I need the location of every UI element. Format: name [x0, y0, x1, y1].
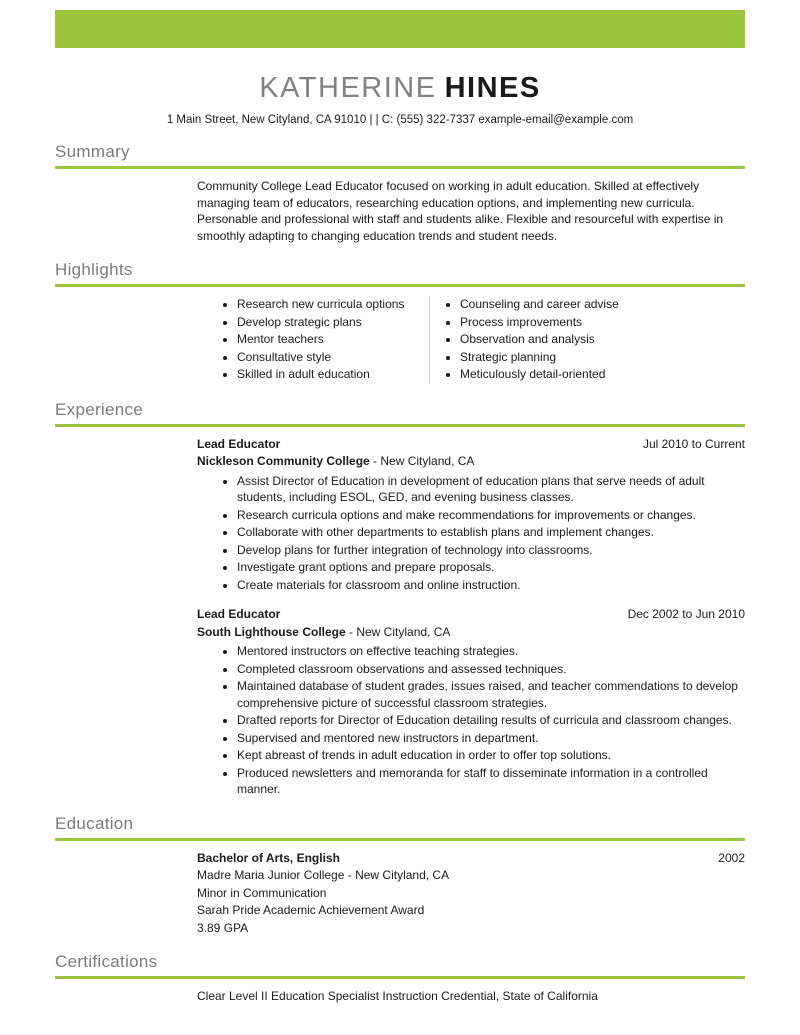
highlight-item: • Process improvements	[460, 314, 745, 331]
resume-header	[55, 72, 745, 126]
highlight-item: • Consultative style	[237, 349, 423, 366]
section-experience	[55, 400, 745, 798]
education-header	[197, 850, 745, 867]
job-bullet: • Supervised and mentored new instructors in department.	[237, 730, 745, 747]
highlights-column-right	[430, 296, 745, 384]
certification-text: Clear Level II Education Specialist Instruction Credential, State of California	[197, 989, 598, 1003]
highlights-content	[197, 296, 745, 384]
job-bullet-list	[197, 473, 745, 594]
job-bullet: • Maintained database of student grades, issues raised, and teacher commendations to develop comprehensive picture of successful classroom strategies.	[237, 678, 745, 711]
education-year: 2002	[718, 850, 745, 865]
highlight-item: • Strategic planning	[460, 349, 745, 366]
job-entry-1	[197, 436, 745, 594]
job-company-line	[197, 624, 745, 641]
job-dates: Dec 2002 to Jun 2010	[627, 607, 745, 621]
education-detail: Minor in Communication	[197, 885, 327, 900]
summary-text: Community College Lead Educator focused on working in adult education. Skilled at effectively managing team of educators, researching education options, and implementing new curricula. Personable and professional with staff and students alike. Flexible and resourceful with expertise in smoothly adapting to changing education trends and student needs.	[197, 179, 724, 243]
job-bullet: • Drafted reports for Director of Education detailing results of curricula and classroom changes.	[237, 712, 745, 729]
job-company: Nickleson Community College	[197, 454, 370, 468]
highlights-column-left	[197, 296, 430, 384]
job-bullet: • Kept abreast of trends in adult education in order to offer top solutions.	[237, 747, 745, 764]
job-dates: Jul 2010 to Current	[642, 436, 745, 451]
summary-content	[197, 178, 745, 244]
job-bullet-list	[197, 643, 745, 798]
candidate-first-name: KATHERINE	[259, 72, 437, 104]
job-company-line	[197, 453, 745, 470]
accent-bar	[55, 10, 745, 48]
highlights-title: Highlights	[55, 260, 745, 287]
job-role: Lead Educator	[197, 607, 281, 621]
education-detail: Sarah Pride Academic Achievement Award	[197, 903, 425, 917]
candidate-last-name: HINES	[444, 72, 541, 104]
highlight-item: • Mentor teachers	[237, 331, 423, 348]
job-header	[197, 436, 745, 453]
job-bullet: • Develop plans for further integration of technology into classrooms.	[237, 542, 745, 559]
highlight-item: • Research new curricula options	[237, 296, 423, 313]
job-bullet: • Investigate grant options and prepare proposals.	[237, 559, 745, 576]
job-company: South Lighthouse College	[197, 624, 346, 639]
job-bullet: • Completed classroom observations and assessed techniques.	[237, 661, 745, 678]
education-content	[197, 850, 745, 937]
certifications-content	[197, 988, 745, 1005]
job-bullet: • Mentored instructors on effective teaching strategies.	[237, 643, 745, 660]
candidate-name	[55, 72, 745, 105]
highlight-item: • Meticulously detail-oriented	[460, 366, 745, 383]
highlight-item: • Counseling and career advise	[460, 296, 745, 313]
education-degree: Bachelor of Arts, English	[197, 850, 340, 865]
education-detail: 3.89 GPA	[197, 920, 249, 935]
job-bullet: • Produced newsletters and memoranda for staff to disseminate information in a controlled manner.	[237, 765, 745, 798]
job-location: - New Cityland, CA	[349, 624, 451, 639]
section-education	[55, 814, 745, 937]
job-header	[197, 606, 745, 623]
job-bullet: • Research curricula options and make recommendations for improvements or changes.	[237, 507, 745, 524]
job-bullet: • Collaborate with other departments to establish plans and implement changes.	[237, 524, 745, 541]
job-bullet: • Create materials for classroom and online instruction.	[237, 577, 745, 594]
education-title: Education	[55, 814, 745, 841]
experience-title: Experience	[55, 400, 745, 427]
highlight-item: • Develop strategic plans	[237, 314, 423, 331]
highlight-item: • Skilled in adult education	[237, 366, 423, 383]
job-bullet: • Assist Director of Education in development of education plans that serve needs of adult students, including ESOL, GED, and evening business classes.	[237, 473, 745, 506]
education-school: Madre Maria Junior College - New Cityland, CA	[197, 868, 450, 882]
section-certifications	[55, 952, 745, 1005]
job-location: - New Cityland, CA	[373, 454, 475, 468]
section-summary	[55, 142, 745, 244]
certifications-title: Certifications	[55, 952, 745, 979]
summary-title: Summary	[55, 142, 745, 169]
highlight-item: • Observation and analysis	[460, 331, 745, 348]
experience-content	[197, 436, 745, 798]
section-highlights	[55, 260, 745, 384]
job-role: Lead Educator	[197, 436, 281, 451]
contact-line: 1 Main Street, New Cityland, CA 91010 | | C: (555) 322-7337 example-email@example.com	[166, 114, 634, 126]
job-entry-2	[197, 606, 745, 798]
